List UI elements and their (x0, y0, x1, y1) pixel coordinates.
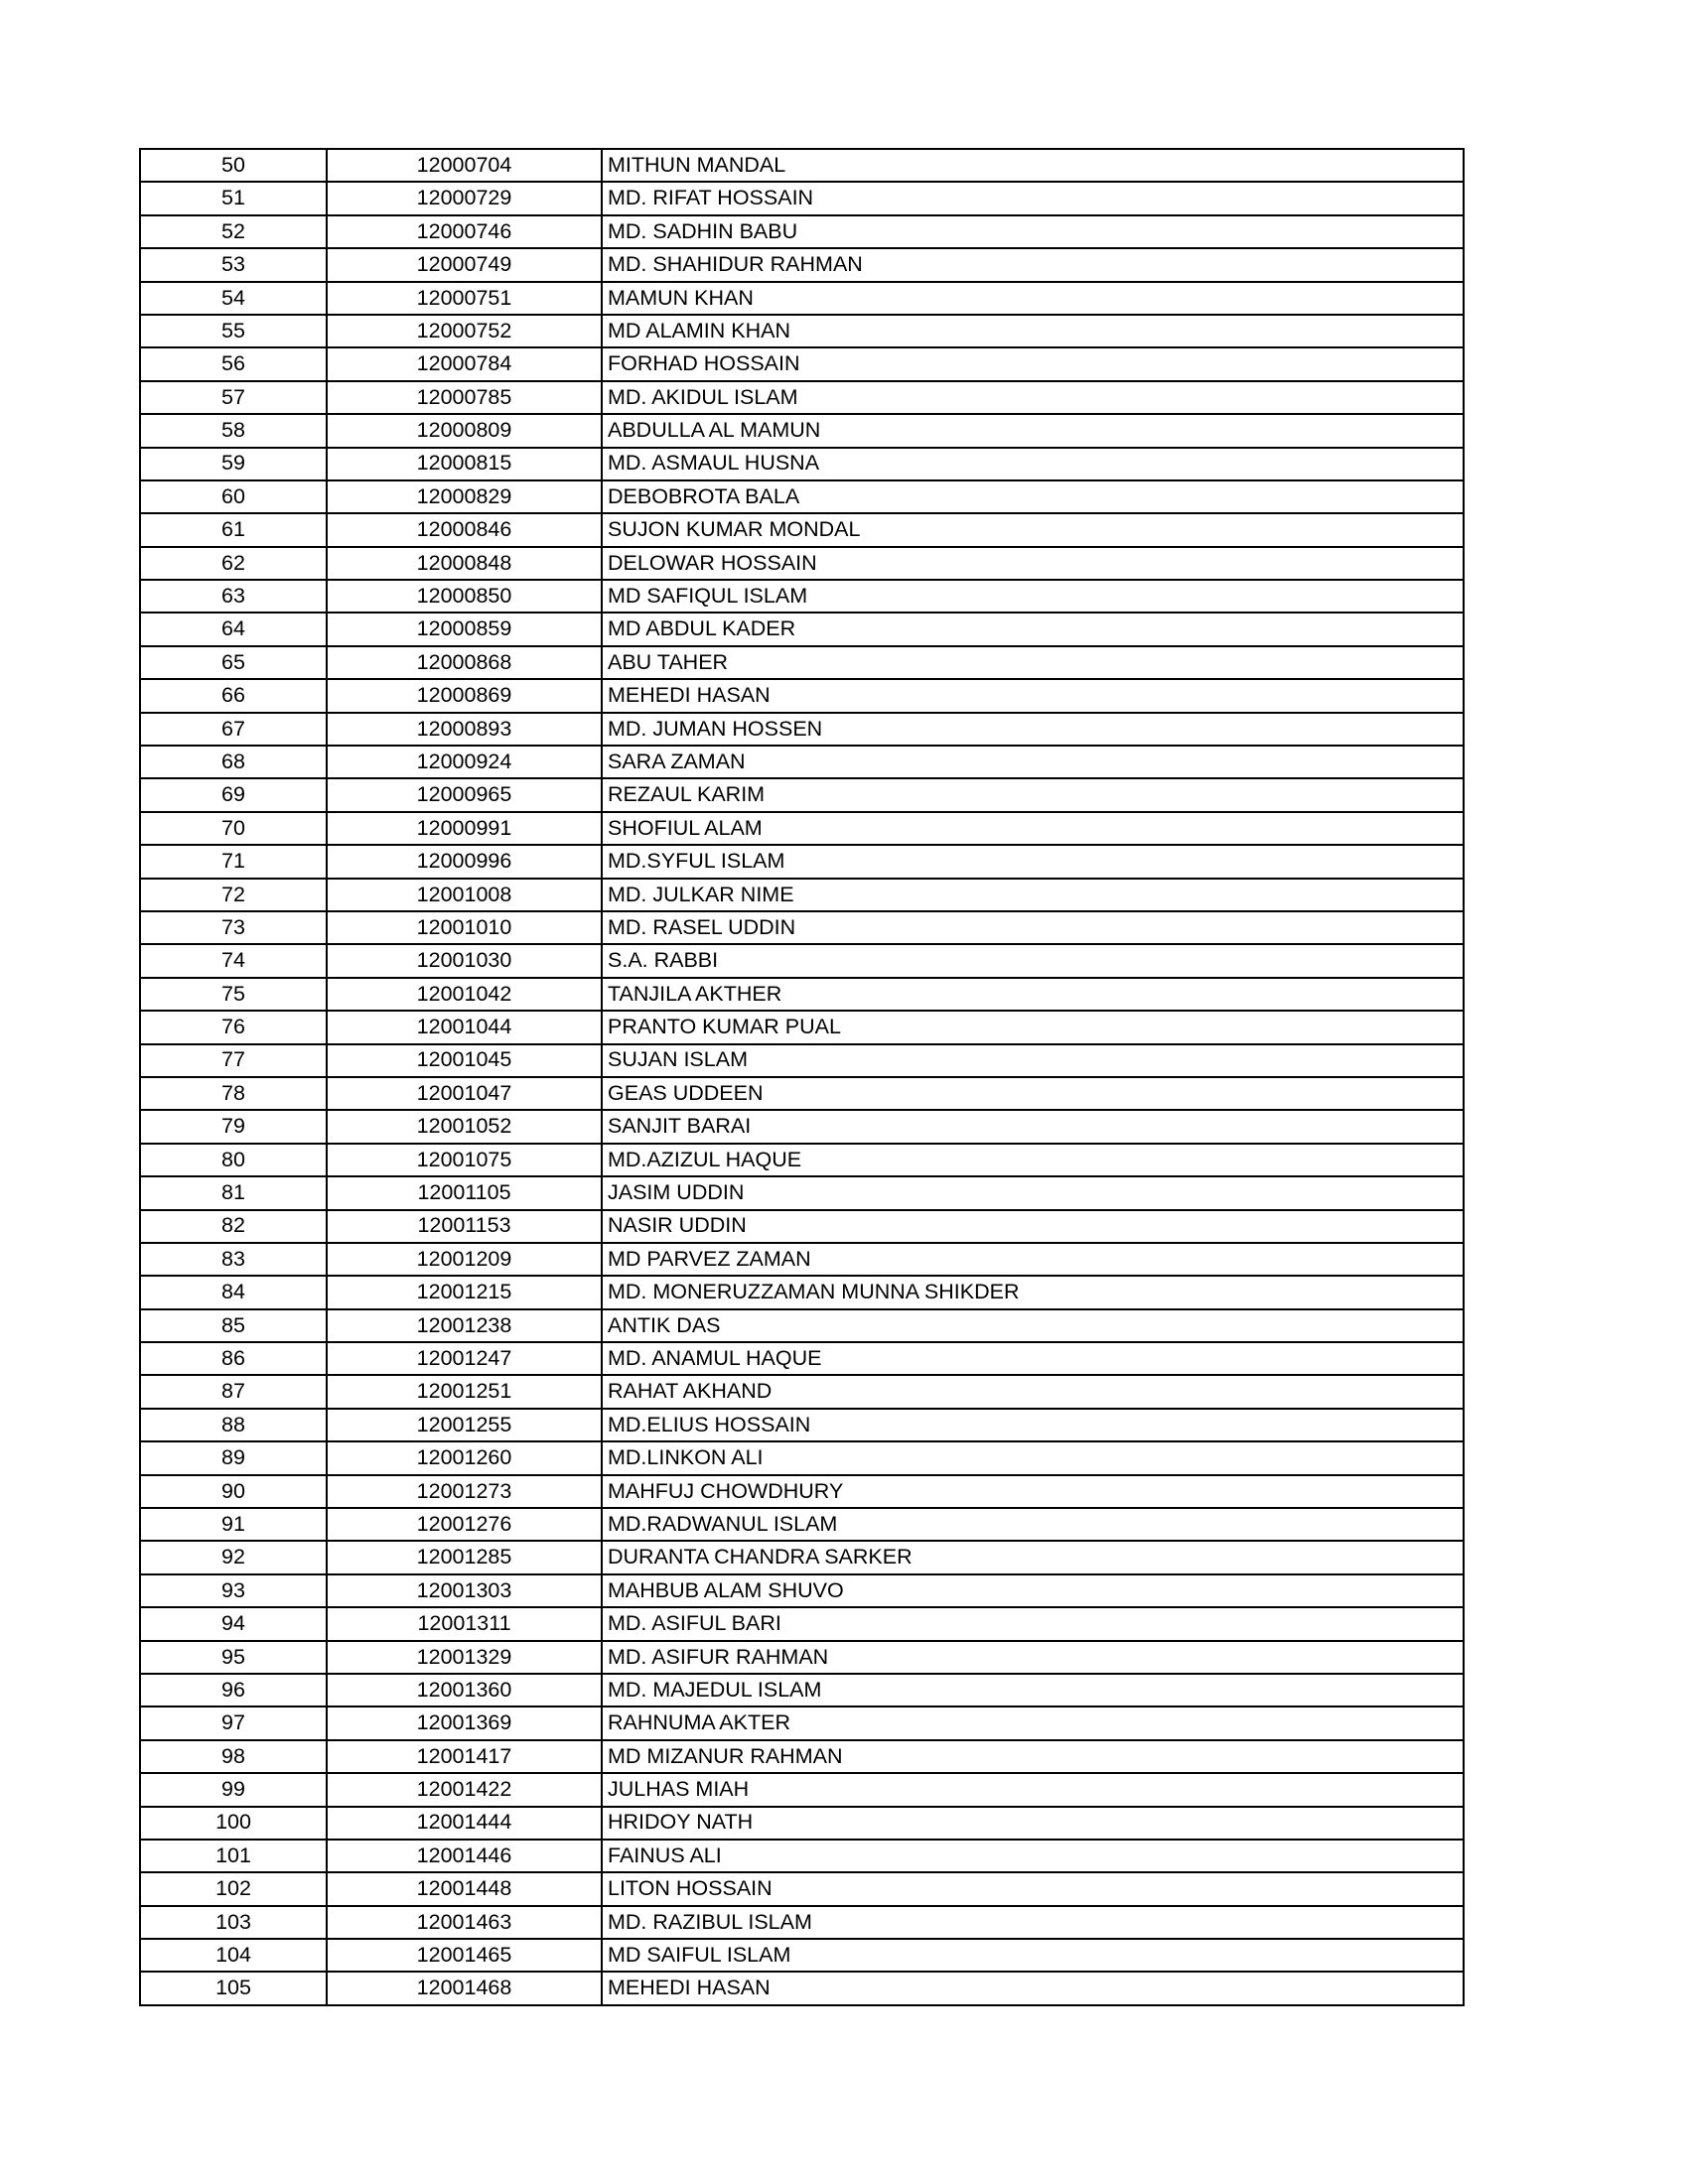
roll-number-cell: 12001251 (327, 1375, 602, 1408)
table-row (140, 480, 1464, 513)
roll-number-cell: 12001215 (327, 1276, 602, 1308)
serial-number-cell: 90 (140, 1475, 327, 1508)
serial-number-cell: 63 (140, 580, 327, 613)
table-row (140, 547, 1464, 580)
candidate-name-cell: MD PARVEZ ZAMAN (602, 1243, 1464, 1276)
serial-number-cell: 59 (140, 448, 327, 480)
serial-number-cell: 88 (140, 1409, 327, 1441)
serial-number-cell: 86 (140, 1342, 327, 1375)
candidate-name-cell: MD. JULKAR NIME (602, 879, 1464, 911)
table-row (140, 1309, 1464, 1342)
table-row (140, 1840, 1464, 1872)
table-row (140, 713, 1464, 746)
serial-number-cell: 58 (140, 414, 327, 447)
table-row (140, 1011, 1464, 1043)
serial-number-cell: 73 (140, 911, 327, 944)
serial-number-cell: 102 (140, 1872, 327, 1905)
serial-number-cell: 100 (140, 1807, 327, 1840)
candidate-name-cell: MD. MONERUZZAMAN MUNNA SHIKDER (602, 1276, 1464, 1308)
table-row (140, 1044, 1464, 1077)
candidate-name-cell: MEHEDI HASAN (602, 1972, 1464, 2004)
roll-number-cell: 12001463 (327, 1906, 602, 1939)
candidate-name-cell: MD. ASIFUL BARI (602, 1607, 1464, 1640)
serial-number-cell: 87 (140, 1375, 327, 1408)
candidate-name-cell: NASIR UDDIN (602, 1210, 1464, 1243)
table-row (140, 282, 1464, 315)
table-row (140, 845, 1464, 878)
candidate-table-body (140, 149, 1464, 2005)
table-row (140, 978, 1464, 1011)
table-row (140, 347, 1464, 380)
table-row (140, 215, 1464, 248)
roll-number-cell: 12001273 (327, 1475, 602, 1508)
roll-number-cell: 12000809 (327, 414, 602, 447)
serial-number-cell: 96 (140, 1674, 327, 1706)
serial-number-cell: 98 (140, 1740, 327, 1773)
table-row (140, 1807, 1464, 1840)
roll-number-cell: 12001047 (327, 1077, 602, 1110)
roll-number-cell: 12000751 (327, 282, 602, 315)
table-row (140, 1276, 1464, 1308)
roll-number-cell: 12001417 (327, 1740, 602, 1773)
table-row (140, 1607, 1464, 1640)
candidate-name-cell: JASIM UDDIN (602, 1176, 1464, 1209)
serial-number-cell: 94 (140, 1607, 327, 1640)
table-row (140, 778, 1464, 811)
candidate-name-cell: SUJAN ISLAM (602, 1044, 1464, 1077)
table-row (140, 1375, 1464, 1408)
roll-number-cell: 12001044 (327, 1011, 602, 1043)
candidate-name-cell: ABDULLA AL MAMUN (602, 414, 1464, 447)
roll-number-cell: 12001045 (327, 1044, 602, 1077)
roll-number-cell: 12000848 (327, 547, 602, 580)
roll-number-cell: 12001247 (327, 1342, 602, 1375)
candidate-name-cell: MD. AKIDUL ISLAM (602, 381, 1464, 414)
serial-number-cell: 70 (140, 812, 327, 845)
roll-number-cell: 12000746 (327, 215, 602, 248)
roll-number-cell: 12001255 (327, 1409, 602, 1441)
candidate-name-cell: MAMUN KHAN (602, 282, 1464, 315)
candidate-name-cell: LITON HOSSAIN (602, 1872, 1464, 1905)
serial-number-cell: 76 (140, 1011, 327, 1043)
candidate-name-cell: S.A. RABBI (602, 944, 1464, 977)
roll-number-cell: 12000850 (327, 580, 602, 613)
roll-number-cell: 12000749 (327, 248, 602, 281)
table-row (140, 911, 1464, 944)
roll-number-cell: 12001465 (327, 1939, 602, 1972)
table-row (140, 1939, 1464, 1972)
serial-number-cell: 105 (140, 1972, 327, 2004)
serial-number-cell: 60 (140, 480, 327, 513)
candidate-name-cell: SUJON KUMAR MONDAL (602, 513, 1464, 546)
table-row (140, 149, 1464, 182)
roll-number-cell: 12001329 (327, 1641, 602, 1674)
roll-number-cell: 12000815 (327, 448, 602, 480)
candidate-name-cell: MD. SHAHIDUR RAHMAN (602, 248, 1464, 281)
table-row (140, 1077, 1464, 1110)
serial-number-cell: 55 (140, 315, 327, 347)
roll-number-cell: 12001369 (327, 1706, 602, 1739)
serial-number-cell: 99 (140, 1773, 327, 1806)
candidate-name-cell: MD. ASMAUL HUSNA (602, 448, 1464, 480)
candidate-name-cell: PRANTO KUMAR PUAL (602, 1011, 1464, 1043)
candidate-name-cell: MAHBUB ALAM SHUVO (602, 1574, 1464, 1607)
serial-number-cell: 95 (140, 1641, 327, 1674)
candidate-name-cell: RAHNUMA AKTER (602, 1706, 1464, 1739)
candidate-name-cell: RAHAT AKHAND (602, 1375, 1464, 1408)
table-row (140, 448, 1464, 480)
serial-number-cell: 68 (140, 746, 327, 778)
candidate-name-cell: JULHAS MIAH (602, 1773, 1464, 1806)
table-row (140, 1906, 1464, 1939)
serial-number-cell: 85 (140, 1309, 327, 1342)
candidate-name-cell: DURANTA CHANDRA SARKER (602, 1541, 1464, 1573)
table-row (140, 613, 1464, 645)
candidate-name-cell: MD ALAMIN KHAN (602, 315, 1464, 347)
table-row (140, 746, 1464, 778)
serial-number-cell: 71 (140, 845, 327, 878)
candidate-name-cell: ANTIK DAS (602, 1309, 1464, 1342)
roll-number-cell: 12000996 (327, 845, 602, 878)
table-row (140, 1972, 1464, 2004)
serial-number-cell: 93 (140, 1574, 327, 1607)
candidate-name-cell: MD.SYFUL ISLAM (602, 845, 1464, 878)
candidate-name-cell: MD SAFIQUL ISLAM (602, 580, 1464, 613)
table-row (140, 1773, 1464, 1806)
candidate-name-cell: MITHUN MANDAL (602, 149, 1464, 182)
serial-number-cell: 84 (140, 1276, 327, 1308)
serial-number-cell: 80 (140, 1144, 327, 1176)
table-row (140, 812, 1464, 845)
serial-number-cell: 65 (140, 646, 327, 679)
table-row (140, 944, 1464, 977)
candidate-name-cell: MD MIZANUR RAHMAN (602, 1740, 1464, 1773)
table-row (140, 414, 1464, 447)
table-row (140, 879, 1464, 911)
serial-number-cell: 50 (140, 149, 327, 182)
serial-number-cell: 66 (140, 679, 327, 712)
roll-number-cell: 12001052 (327, 1110, 602, 1143)
serial-number-cell: 75 (140, 978, 327, 1011)
serial-number-cell: 69 (140, 778, 327, 811)
roll-number-cell: 12001153 (327, 1210, 602, 1243)
table-row (140, 1144, 1464, 1176)
roll-number-cell: 12000924 (327, 746, 602, 778)
roll-number-cell: 12001303 (327, 1574, 602, 1607)
table-row (140, 1641, 1464, 1674)
roll-number-cell: 12001285 (327, 1541, 602, 1573)
serial-number-cell: 53 (140, 248, 327, 281)
roll-number-cell: 12001030 (327, 944, 602, 977)
candidate-name-cell: MD. ANAMUL HAQUE (602, 1342, 1464, 1375)
roll-number-cell: 12000829 (327, 480, 602, 513)
serial-number-cell: 89 (140, 1441, 327, 1474)
candidate-name-cell: MD. RASEL UDDIN (602, 911, 1464, 944)
serial-number-cell: 79 (140, 1110, 327, 1143)
serial-number-cell: 61 (140, 513, 327, 546)
table-row (140, 1706, 1464, 1739)
roll-number-cell: 12000752 (327, 315, 602, 347)
candidate-name-cell: MD. MAJEDUL ISLAM (602, 1674, 1464, 1706)
table-row (140, 248, 1464, 281)
table-row (140, 1541, 1464, 1573)
candidate-table (139, 148, 1465, 2006)
candidate-name-cell: MAHFUJ CHOWDHURY (602, 1475, 1464, 1508)
roll-number-cell: 12000785 (327, 381, 602, 414)
roll-number-cell: 12001311 (327, 1607, 602, 1640)
candidate-name-cell: MD.RADWANUL ISLAM (602, 1508, 1464, 1541)
candidate-name-cell: MD SAIFUL ISLAM (602, 1939, 1464, 1972)
roll-number-cell: 12001276 (327, 1508, 602, 1541)
roll-number-cell: 12000893 (327, 713, 602, 746)
candidate-name-cell: MEHEDI HASAN (602, 679, 1464, 712)
roll-number-cell: 12001010 (327, 911, 602, 944)
roll-number-cell: 12000704 (327, 149, 602, 182)
roll-number-cell: 12000729 (327, 182, 602, 214)
table-row (140, 679, 1464, 712)
candidate-name-cell: FAINUS ALI (602, 1840, 1464, 1872)
roll-number-cell: 12001468 (327, 1972, 602, 2004)
roll-number-cell: 12000869 (327, 679, 602, 712)
serial-number-cell: 67 (140, 713, 327, 746)
serial-number-cell: 64 (140, 613, 327, 645)
candidate-name-cell: TANJILA AKTHER (602, 978, 1464, 1011)
serial-number-cell: 82 (140, 1210, 327, 1243)
serial-number-cell: 72 (140, 879, 327, 911)
serial-number-cell: 103 (140, 1906, 327, 1939)
table-row (140, 1441, 1464, 1474)
candidate-name-cell: FORHAD HOSSAIN (602, 347, 1464, 380)
roll-number-cell: 12000784 (327, 347, 602, 380)
table-row (140, 315, 1464, 347)
candidate-name-cell: MD. RIFAT HOSSAIN (602, 182, 1464, 214)
candidate-name-cell: MD.AZIZUL HAQUE (602, 1144, 1464, 1176)
serial-number-cell: 104 (140, 1939, 327, 1972)
serial-number-cell: 81 (140, 1176, 327, 1209)
candidate-name-cell: MD. RAZIBUL ISLAM (602, 1906, 1464, 1939)
roll-number-cell: 12001260 (327, 1441, 602, 1474)
roll-number-cell: 12000991 (327, 812, 602, 845)
roll-number-cell: 12001238 (327, 1309, 602, 1342)
serial-number-cell: 92 (140, 1541, 327, 1573)
roll-number-cell: 12000846 (327, 513, 602, 546)
table-row (140, 513, 1464, 546)
candidate-name-cell: MD. SADHIN BABU (602, 215, 1464, 248)
candidate-name-cell: MD. ASIFUR RAHMAN (602, 1641, 1464, 1674)
serial-number-cell: 101 (140, 1840, 327, 1872)
candidate-name-cell: SANJIT BARAI (602, 1110, 1464, 1143)
candidate-name-cell: REZAUL KARIM (602, 778, 1464, 811)
table-row (140, 1176, 1464, 1209)
candidate-name-cell: ABU TAHER (602, 646, 1464, 679)
table-row (140, 1508, 1464, 1541)
table-row (140, 646, 1464, 679)
candidate-name-cell: HRIDOY NATH (602, 1807, 1464, 1840)
candidate-name-cell: GEAS UDDEEN (602, 1077, 1464, 1110)
serial-number-cell: 91 (140, 1508, 327, 1541)
roll-number-cell: 12001422 (327, 1773, 602, 1806)
candidate-name-cell: MD. JUMAN HOSSEN (602, 713, 1464, 746)
table-row (140, 1243, 1464, 1276)
serial-number-cell: 77 (140, 1044, 327, 1077)
serial-number-cell: 51 (140, 182, 327, 214)
roll-number-cell: 12000965 (327, 778, 602, 811)
candidate-name-cell: DEBOBROTA BALA (602, 480, 1464, 513)
serial-number-cell: 74 (140, 944, 327, 977)
table-row (140, 1110, 1464, 1143)
serial-number-cell: 56 (140, 347, 327, 380)
table-row (140, 1872, 1464, 1905)
roll-number-cell: 12001105 (327, 1176, 602, 1209)
candidate-name-cell: MD ABDUL KADER (602, 613, 1464, 645)
roll-number-cell: 12001360 (327, 1674, 602, 1706)
serial-number-cell: 54 (140, 282, 327, 315)
table-row (140, 1475, 1464, 1508)
roll-number-cell: 12001008 (327, 879, 602, 911)
serial-number-cell: 57 (140, 381, 327, 414)
serial-number-cell: 78 (140, 1077, 327, 1110)
candidate-list-sheet (139, 148, 1463, 2006)
roll-number-cell: 12001075 (327, 1144, 602, 1176)
table-row (140, 182, 1464, 214)
candidate-name-cell: MD.LINKON ALI (602, 1441, 1464, 1474)
candidate-name-cell: MD.ELIUS HOSSAIN (602, 1409, 1464, 1441)
roll-number-cell: 12000859 (327, 613, 602, 645)
serial-number-cell: 83 (140, 1243, 327, 1276)
table-row (140, 1342, 1464, 1375)
table-row (140, 580, 1464, 613)
serial-number-cell: 97 (140, 1706, 327, 1739)
serial-number-cell: 62 (140, 547, 327, 580)
table-row (140, 1409, 1464, 1441)
roll-number-cell: 12001444 (327, 1807, 602, 1840)
table-row (140, 1740, 1464, 1773)
roll-number-cell: 12001448 (327, 1872, 602, 1905)
candidate-name-cell: SHOFIUL ALAM (602, 812, 1464, 845)
candidate-name-cell: DELOWAR HOSSAIN (602, 547, 1464, 580)
roll-number-cell: 12001042 (327, 978, 602, 1011)
serial-number-cell: 52 (140, 215, 327, 248)
table-row (140, 1574, 1464, 1607)
roll-number-cell: 12000868 (327, 646, 602, 679)
table-row (140, 381, 1464, 414)
table-row (140, 1674, 1464, 1706)
table-row (140, 1210, 1464, 1243)
roll-number-cell: 12001446 (327, 1840, 602, 1872)
roll-number-cell: 12001209 (327, 1243, 602, 1276)
candidate-name-cell: SARA ZAMAN (602, 746, 1464, 778)
